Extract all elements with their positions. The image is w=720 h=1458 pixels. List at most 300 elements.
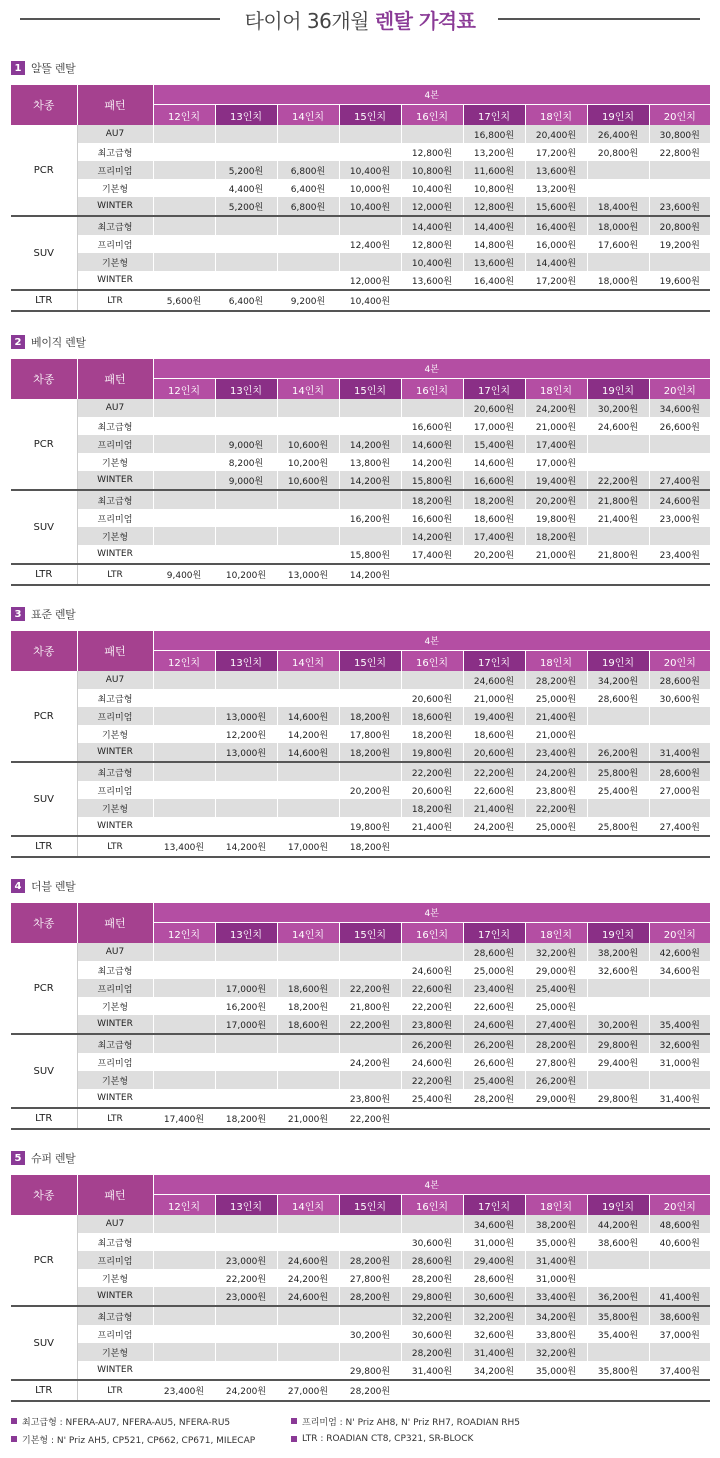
price-cell <box>339 216 401 235</box>
pattern-name: WINTER <box>77 1287 153 1306</box>
price-cell <box>649 997 710 1015</box>
price-cell <box>153 471 215 490</box>
price-cell <box>587 1269 649 1287</box>
price-cell <box>153 235 215 253</box>
price-cell <box>215 799 277 817</box>
price-cell <box>463 290 525 311</box>
rental-section-1 <box>11 60 710 312</box>
price-cell <box>215 1053 277 1071</box>
price-cell: 16,800원 <box>463 125 525 143</box>
price-cell: 17,000원 <box>463 417 525 435</box>
price-cell: 19,400원 <box>463 707 525 725</box>
price-cell: 28,200원 <box>339 1380 401 1401</box>
price-cell <box>215 253 277 271</box>
price-cell <box>153 545 215 564</box>
price-cell: 10,800원 <box>401 161 463 179</box>
table-row <box>11 509 710 527</box>
price-cell: 26,400원 <box>587 125 649 143</box>
vehicle-type: PCR <box>11 671 77 762</box>
price-cell: 20,200원 <box>339 781 401 799</box>
price-cell: 13,600원 <box>401 271 463 290</box>
price-cell <box>153 1071 215 1089</box>
header-type: 차종 <box>11 631 77 671</box>
price-cell: 24,200원 <box>463 817 525 836</box>
price-cell <box>153 527 215 545</box>
price-cell <box>649 253 710 271</box>
header-size: 15인치 <box>339 379 401 400</box>
legend-item <box>291 1434 473 1444</box>
header-size: 12인치 <box>153 105 215 126</box>
table-row <box>11 689 710 707</box>
price-cell: 29,400원 <box>463 1251 525 1269</box>
header-pattern: 패턴 <box>77 1175 153 1215</box>
price-cell: 29,800원 <box>587 1089 649 1108</box>
price-cell <box>153 1015 215 1034</box>
table-row <box>11 399 710 417</box>
rental-section-2 <box>11 334 710 586</box>
header-size: 18인치 <box>525 1195 587 1216</box>
price-cell: 17,200원 <box>525 271 587 290</box>
price-cell: 21,000원 <box>525 725 587 743</box>
legend-text: LTR : ROADIAN CT8, CP321, SR-BLOCK <box>302 1434 474 1444</box>
price-cell <box>215 490 277 509</box>
pattern-name: 프리미엄 <box>77 235 153 253</box>
pattern-name: 프리미엄 <box>77 781 153 799</box>
vehicle-type: LTR <box>11 1108 77 1129</box>
table-row <box>11 435 710 453</box>
price-cell: 21,400원 <box>525 707 587 725</box>
price-cell <box>153 1287 215 1306</box>
section-number-badge: 4 <box>11 879 25 893</box>
price-cell: 22,600원 <box>401 979 463 997</box>
price-cell <box>153 216 215 235</box>
pattern-name: LTR <box>77 1380 153 1401</box>
header-size: 17인치 <box>463 379 525 400</box>
price-cell: 24,200원 <box>215 1380 277 1401</box>
price-cell: 16,400원 <box>525 216 587 235</box>
price-cell: 26,200원 <box>525 1071 587 1089</box>
price-cell <box>525 1108 587 1129</box>
header-type: 차종 <box>11 359 77 399</box>
price-cell <box>401 290 463 311</box>
price-cell: 19,800원 <box>401 743 463 762</box>
price-cell <box>215 1343 277 1361</box>
price-cell <box>153 1343 215 1361</box>
price-cell: 16,200원 <box>215 997 277 1015</box>
price-cell: 42,600원 <box>649 943 710 961</box>
legend <box>11 1412 710 1448</box>
table-row <box>11 1343 710 1361</box>
price-cell: 16,200원 <box>339 509 401 527</box>
pattern-name: WINTER <box>77 471 153 490</box>
section-label: 베이직 렌탈 <box>31 336 86 349</box>
header-size: 16인치 <box>401 105 463 126</box>
legend-item <box>11 1433 291 1446</box>
price-cell: 21,800원 <box>587 545 649 564</box>
price-cell: 18,400원 <box>587 197 649 216</box>
price-cell: 10,600원 <box>277 471 339 490</box>
table-row <box>11 1269 710 1287</box>
price-cell: 22,200원 <box>401 997 463 1015</box>
price-cell <box>463 564 525 585</box>
legend-text: 최고급형 : NFERA-AU7, NFERA-AU5, NFERA-RU5 <box>22 1417 231 1428</box>
table-row <box>11 1089 710 1108</box>
price-cell: 28,200원 <box>339 1287 401 1306</box>
price-cell: 22,200원 <box>587 471 649 490</box>
price-cell: 25,000원 <box>525 817 587 836</box>
price-cell <box>649 179 710 197</box>
price-cell <box>277 253 339 271</box>
pattern-name: 기본형 <box>77 453 153 471</box>
pattern-name: WINTER <box>77 743 153 762</box>
price-cell <box>153 197 215 216</box>
pattern-name: 최고급형 <box>77 216 153 235</box>
price-cell: 19,800원 <box>525 509 587 527</box>
header-size: 19인치 <box>587 651 649 672</box>
rental-section-4 <box>11 878 710 1130</box>
price-cell <box>649 435 710 453</box>
price-cell: 27,400원 <box>525 1015 587 1034</box>
price-cell <box>153 1251 215 1269</box>
section-number-badge: 1 <box>11 61 25 75</box>
price-table <box>11 359 710 586</box>
price-cell <box>277 1361 339 1380</box>
price-cell <box>277 961 339 979</box>
price-cell <box>215 545 277 564</box>
price-cell <box>153 125 215 143</box>
vehicle-type: PCR <box>11 943 77 1034</box>
vehicle-type: PCR <box>11 125 77 216</box>
price-cell <box>339 671 401 689</box>
price-cell <box>277 943 339 961</box>
price-cell <box>277 417 339 435</box>
price-cell <box>339 125 401 143</box>
price-cell: 19,400원 <box>525 471 587 490</box>
price-cell: 25,000원 <box>463 961 525 979</box>
pattern-name: 최고급형 <box>77 961 153 979</box>
price-cell: 16,000원 <box>525 235 587 253</box>
price-cell: 30,600원 <box>463 1287 525 1306</box>
price-cell: 14,600원 <box>463 453 525 471</box>
price-cell <box>401 399 463 417</box>
price-cell <box>153 509 215 527</box>
price-cell: 25,800원 <box>587 817 649 836</box>
price-cell <box>153 490 215 509</box>
price-cell: 31,400원 <box>649 1089 710 1108</box>
title-rule-left <box>20 18 220 20</box>
title-prefix: 타이어 36개월 <box>244 8 375 33</box>
price-cell: 35,000원 <box>525 1233 587 1251</box>
price-cell <box>649 161 710 179</box>
price-cell <box>587 453 649 471</box>
price-cell <box>649 725 710 743</box>
price-cell <box>277 490 339 509</box>
price-cell: 24,200원 <box>339 1053 401 1071</box>
price-cell: 20,200원 <box>463 545 525 564</box>
price-cell: 35,400원 <box>649 1015 710 1034</box>
price-cell: 19,600원 <box>649 271 710 290</box>
price-cell: 10,400원 <box>339 290 401 311</box>
price-cell: 18,200원 <box>525 527 587 545</box>
table-row <box>11 1015 710 1034</box>
price-cell: 22,200원 <box>401 762 463 781</box>
price-cell: 33,800원 <box>525 1325 587 1343</box>
price-cell: 30,600원 <box>659 694 700 705</box>
price-cell: 35,000원 <box>525 1361 587 1380</box>
header-size: 20인치 <box>649 105 710 126</box>
rental-section-5 <box>11 1150 710 1402</box>
price-cell: 35,800원 <box>587 1306 649 1325</box>
price-cell: 14,200원 <box>339 564 401 585</box>
price-cell: 4,400원 <box>215 179 277 197</box>
price-cell: 26,600원 <box>659 422 700 433</box>
price-cell <box>277 399 339 417</box>
price-cell: 16,600원 <box>401 509 463 527</box>
price-cell: 10,000원 <box>339 179 401 197</box>
price-cell: 9,000원 <box>215 471 277 490</box>
price-cell <box>339 943 401 961</box>
price-cell: 21,000원 <box>277 1108 339 1129</box>
price-cell <box>649 290 710 311</box>
table-row <box>11 545 710 564</box>
table-row <box>11 216 710 235</box>
header-size: 18인치 <box>525 105 587 126</box>
price-cell: 31,400원 <box>525 1251 587 1269</box>
price-cell <box>587 161 649 179</box>
price-cell <box>277 271 339 290</box>
price-cell: 29,800원 <box>587 1034 649 1053</box>
price-cell <box>277 1306 339 1325</box>
price-cell: 12,000원 <box>339 271 401 290</box>
price-cell: 19,200원 <box>659 240 700 251</box>
price-cell: 31,400원 <box>649 743 710 762</box>
pattern-name: WINTER <box>77 1015 153 1034</box>
price-cell <box>277 125 339 143</box>
price-cell: 10,400원 <box>339 197 401 216</box>
price-cell <box>277 762 339 781</box>
price-cell: 23,400원 <box>153 1380 215 1401</box>
price-cell: 30,600원 <box>401 1325 463 1343</box>
price-cell: 18,200원 <box>215 1108 277 1129</box>
price-cell: 11,600원 <box>463 161 525 179</box>
price-cell: 24,600원 <box>401 961 463 979</box>
price-cell <box>277 799 339 817</box>
header-size: 18인치 <box>525 651 587 672</box>
title-accent: 렌탈 가격표 <box>374 8 476 33</box>
price-cell: 35,400원 <box>587 1325 649 1343</box>
price-cell: 23,400원 <box>463 979 525 997</box>
price-cell: 22,200원 <box>463 762 525 781</box>
price-cell <box>215 671 277 689</box>
price-cell: 32,600원 <box>587 961 649 979</box>
price-cell: 22,800원 <box>659 148 700 159</box>
price-cell: 28,200원 <box>525 671 587 689</box>
price-cell <box>153 143 215 161</box>
table-row <box>11 762 710 781</box>
price-cell: 34,600원 <box>463 1215 525 1233</box>
price-cell: 34,200원 <box>587 671 649 689</box>
price-cell: 13,000원 <box>277 564 339 585</box>
table-row <box>11 271 710 290</box>
price-cell <box>525 564 587 585</box>
section-heading <box>11 1150 710 1166</box>
price-cell: 18,600원 <box>277 1015 339 1034</box>
price-cell: 31,000원 <box>659 1058 700 1069</box>
price-cell: 9,000원 <box>215 435 277 453</box>
price-table <box>11 85 710 312</box>
table-row <box>11 979 710 997</box>
header-size: 14인치 <box>277 1195 339 1216</box>
price-cell <box>463 1380 525 1401</box>
price-cell <box>463 1108 525 1129</box>
price-cell <box>215 1034 277 1053</box>
pattern-name: 기본형 <box>77 179 153 197</box>
header-type: 차종 <box>11 903 77 943</box>
price-cell <box>215 216 277 235</box>
vehicle-type: SUV <box>11 490 77 564</box>
price-cell: 26,600원 <box>463 1053 525 1071</box>
price-cell <box>277 509 339 527</box>
price-cell <box>339 1233 401 1251</box>
table-row-ltr <box>11 836 710 857</box>
price-cell <box>153 1215 215 1233</box>
price-cell <box>339 490 401 509</box>
price-cell: 27,400원 <box>649 471 710 490</box>
price-cell: 40,600원 <box>659 1238 700 1249</box>
price-cell: 10,800원 <box>463 179 525 197</box>
price-cell <box>277 671 339 689</box>
pattern-name: AU7 <box>77 671 153 689</box>
price-cell <box>339 417 401 435</box>
price-cell: 5,600원 <box>153 290 215 311</box>
price-cell: 17,400원 <box>525 435 587 453</box>
price-cell: 18,200원 <box>401 725 463 743</box>
price-cell <box>215 689 277 707</box>
price-cell <box>587 979 649 997</box>
price-cell: 13,800원 <box>339 453 401 471</box>
pattern-name: 최고급형 <box>77 490 153 509</box>
price-cell <box>339 1071 401 1089</box>
header-size: 19인치 <box>587 379 649 400</box>
table-row <box>11 253 710 271</box>
price-cell <box>215 817 277 836</box>
price-cell: 38,600원 <box>587 1233 649 1251</box>
price-cell <box>277 235 339 253</box>
price-cell <box>339 762 401 781</box>
price-cell <box>401 1108 463 1129</box>
price-cell: 21,400원 <box>463 799 525 817</box>
table-row <box>11 490 710 509</box>
price-cell: 34,200원 <box>463 1361 525 1380</box>
header-size: 12인치 <box>153 379 215 400</box>
price-cell <box>649 1269 710 1287</box>
pattern-name: 프리미엄 <box>77 979 153 997</box>
price-cell: 27,800원 <box>525 1053 587 1071</box>
price-cell <box>153 271 215 290</box>
price-cell <box>215 509 277 527</box>
price-cell <box>649 1071 710 1089</box>
price-cell: 21,400원 <box>587 509 649 527</box>
price-cell <box>649 527 710 545</box>
price-table <box>11 903 710 1130</box>
table-row <box>11 453 710 471</box>
price-cell: 18,600원 <box>463 509 525 527</box>
price-cell <box>215 762 277 781</box>
price-cell <box>587 1071 649 1089</box>
price-cell: 14,600원 <box>277 743 339 762</box>
price-cell: 18,000원 <box>587 216 649 235</box>
price-cell: 30,800원 <box>649 125 710 143</box>
price-table <box>11 1175 710 1402</box>
table-row <box>11 743 710 762</box>
price-cell: 21,400원 <box>401 817 463 836</box>
price-cell: 22,200원 <box>215 1269 277 1287</box>
pattern-name: 기본형 <box>77 253 153 271</box>
price-cell <box>153 961 215 979</box>
table-row <box>11 197 710 216</box>
price-table <box>11 631 710 858</box>
price-cell: 36,200원 <box>587 1287 649 1306</box>
price-cell: 20,800원 <box>587 143 649 161</box>
table-row-ltr <box>11 1380 710 1401</box>
header-quantity: 4본 <box>153 1175 710 1195</box>
price-cell: 22,600원 <box>463 781 525 799</box>
price-cell: 32,200원 <box>463 1306 525 1325</box>
section-label: 슈퍼 렌탈 <box>31 1152 76 1165</box>
price-cell <box>215 781 277 799</box>
price-cell <box>401 943 463 961</box>
price-cell: 10,200원 <box>215 564 277 585</box>
header-size: 20인치 <box>649 379 710 400</box>
table-row <box>11 1034 710 1053</box>
pattern-name: LTR <box>77 1108 153 1129</box>
price-cell: 14,400원 <box>463 216 525 235</box>
price-cell <box>277 1071 339 1089</box>
price-cell <box>215 1071 277 1089</box>
price-cell <box>153 1306 215 1325</box>
header-quantity: 4본 <box>153 359 710 379</box>
header-size: 17인치 <box>463 105 525 126</box>
price-cell <box>587 997 649 1015</box>
header-size: 13인치 <box>215 651 277 672</box>
price-cell: 31,400원 <box>401 1361 463 1380</box>
table-row <box>11 527 710 545</box>
price-cell: 28,600원 <box>649 671 710 689</box>
section-label: 표준 렌탈 <box>31 608 76 621</box>
price-cell: 18,000원 <box>587 271 649 290</box>
price-cell: 13,000원 <box>215 707 277 725</box>
price-cell <box>587 1380 649 1401</box>
section-heading <box>11 60 710 76</box>
legend-bullet <box>11 1436 17 1442</box>
price-cell: 13,000원 <box>215 743 277 762</box>
price-cell <box>401 1380 463 1401</box>
price-cell <box>215 143 277 161</box>
price-cell: 14,200원 <box>339 435 401 453</box>
price-cell: 44,200원 <box>587 1215 649 1233</box>
price-cell: 12,800원 <box>401 235 463 253</box>
price-cell: 28,200원 <box>339 1251 401 1269</box>
pattern-name: 최고급형 <box>77 1233 153 1251</box>
price-cell: 16,600원 <box>463 471 525 490</box>
price-cell: 18,200원 <box>339 836 401 857</box>
price-cell: 13,400원 <box>153 836 215 857</box>
price-cell: 10,600원 <box>277 435 339 453</box>
pattern-name: 프리미엄 <box>77 509 153 527</box>
price-cell: 32,600원 <box>463 1325 525 1343</box>
price-cell <box>153 725 215 743</box>
header-size: 18인치 <box>525 923 587 944</box>
